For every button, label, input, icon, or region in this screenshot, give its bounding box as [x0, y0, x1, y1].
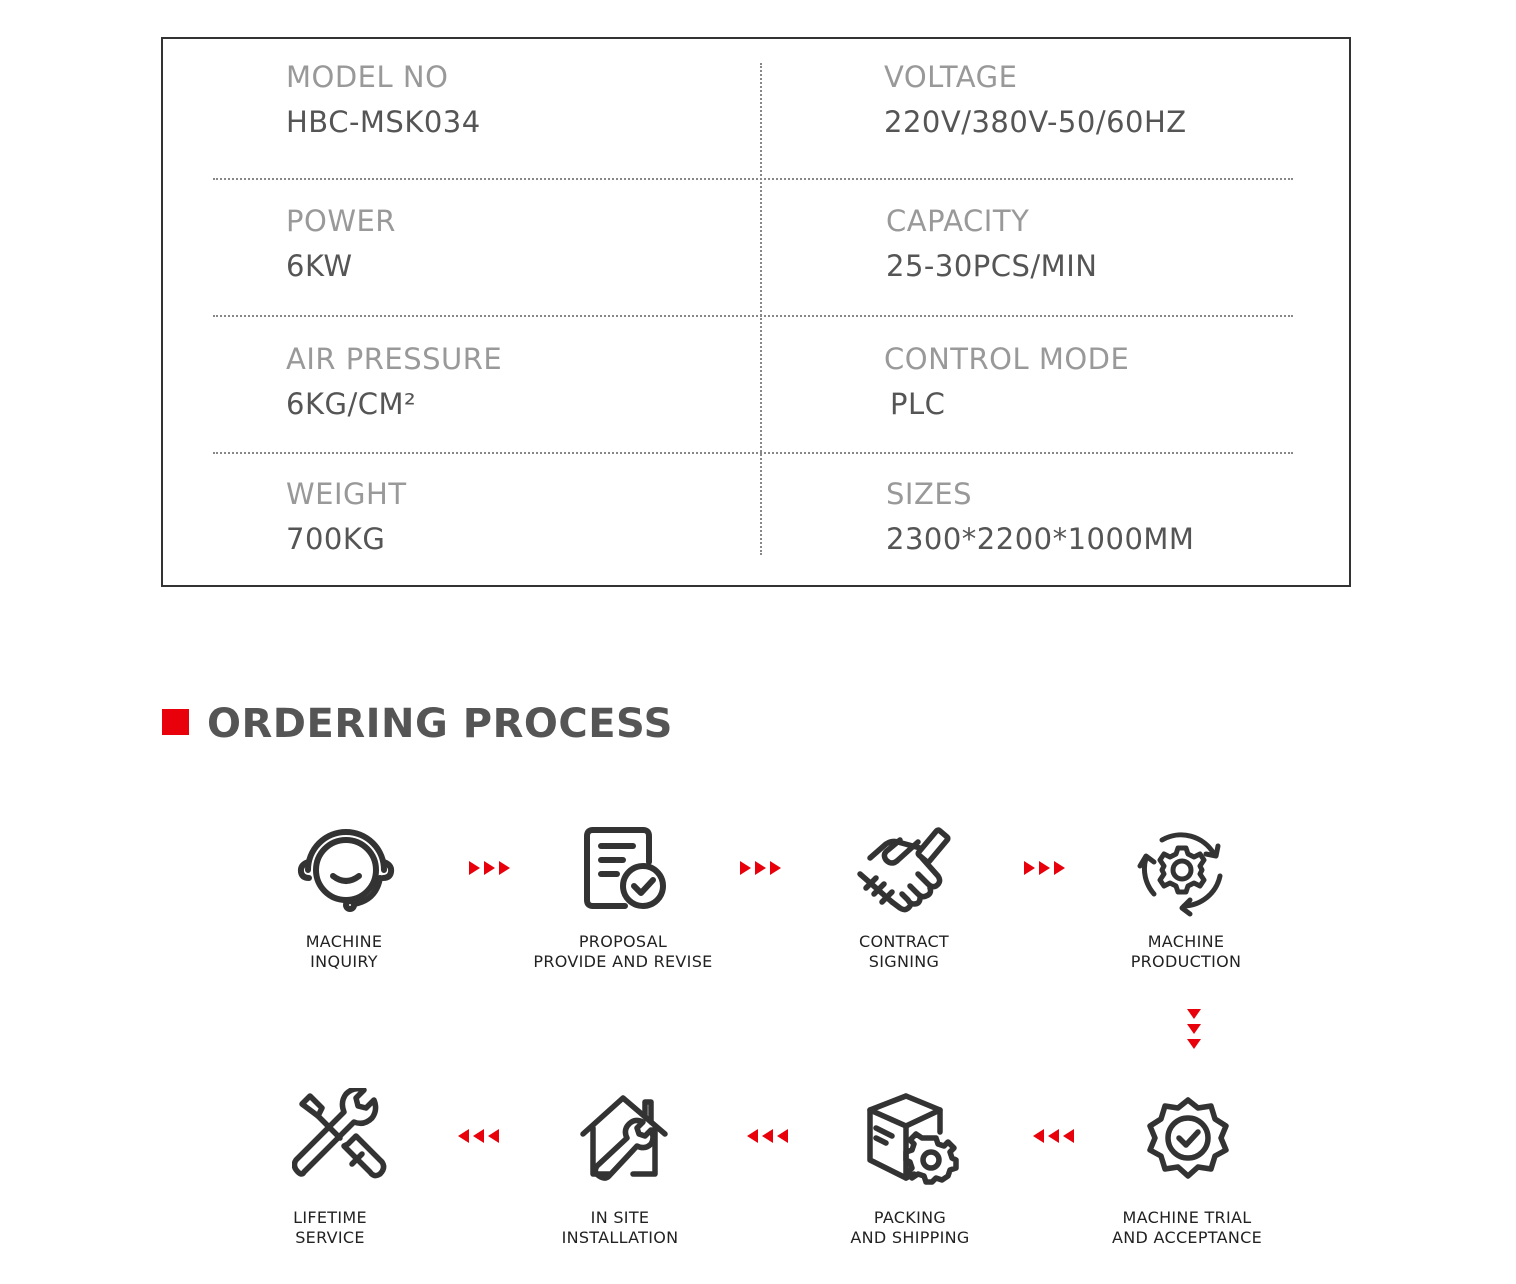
spec-control-mode: [884, 341, 1129, 422]
row-divider: [213, 315, 1293, 317]
document-check-icon: [577, 822, 677, 922]
spec-air-pressure: [286, 341, 502, 422]
spec-label: WEIGHT: [286, 477, 407, 511]
spec-power: [286, 203, 396, 284]
step-label-line: PRODUCTION: [1130, 952, 1242, 971]
spec-label: CAPACITY: [886, 204, 1030, 238]
spec-sizes: [886, 476, 1194, 557]
step-label: [774, 932, 1034, 972]
box-gear-icon: [862, 1088, 962, 1188]
red-square-icon: [162, 709, 189, 735]
column-divider: [760, 63, 762, 555]
spec-value: 220V/380V-50/60HZ: [884, 105, 1187, 139]
step-label-line: SERVICE: [295, 1228, 365, 1247]
step-label-line: AND SHIPPING: [850, 1228, 970, 1247]
spec-label: SIZES: [886, 477, 973, 511]
step-label-line: PROPOSAL: [578, 932, 668, 951]
spec-value: 700KG: [286, 522, 386, 556]
step-label-line: LIFETIME: [293, 1208, 367, 1227]
spec-value: 25-30PCS/MIN: [886, 249, 1098, 283]
gear-cycle-icon: [1132, 820, 1232, 920]
spec-value: 6KW: [286, 249, 353, 283]
step-label: [1057, 1208, 1317, 1248]
spec-label: MODEL NO: [286, 60, 449, 94]
arrow-left-icon: [1033, 1129, 1075, 1143]
spec-label: POWER: [286, 204, 396, 238]
step-label: [214, 932, 474, 972]
arrow-left-icon: [458, 1129, 500, 1143]
step-label: [1056, 932, 1316, 972]
step-label-line: PROVIDE AND REVISE: [533, 952, 713, 971]
arrow-right-icon: [469, 861, 511, 875]
step-label: [493, 932, 753, 972]
step-label: [490, 1208, 750, 1248]
house-wrench-icon: [575, 1088, 675, 1188]
step-label-line: PACKING: [873, 1208, 947, 1227]
step-label-line: MACHINE: [305, 932, 383, 951]
spec-value: 2300*2200*1000MM: [886, 522, 1195, 556]
spec-table: [161, 37, 1351, 587]
arrow-right-icon: [740, 861, 782, 875]
tools-icon: [292, 1088, 392, 1188]
row-divider: [213, 178, 1293, 180]
spec-label: VOLTAGE: [884, 60, 1018, 94]
spec-label: CONTROL MODE: [884, 342, 1130, 376]
headset-icon: [296, 820, 396, 920]
spec-voltage: [884, 59, 1187, 140]
arrow-right-icon: [1024, 861, 1066, 875]
section-title: ORDERING PROCESS: [207, 701, 673, 747]
step-label-line: INQUIRY: [310, 952, 378, 971]
row-divider: [213, 452, 1293, 454]
spec-value: HBC-MSK034: [286, 105, 481, 139]
step-label: [780, 1208, 1040, 1248]
handshake-icon: [852, 822, 952, 922]
spec-weight: [286, 476, 407, 557]
step-label-line: SIGNING: [868, 952, 940, 971]
arrow-down-icon: [1187, 1009, 1201, 1051]
badge-check-icon: [1138, 1086, 1238, 1186]
step-label-line: IN SITE: [590, 1208, 650, 1227]
step-label-line: CONTRACT: [859, 932, 949, 951]
step-label-line: INSTALLATION: [561, 1228, 679, 1247]
spec-label: AIR PRESSURE: [286, 342, 503, 376]
spec-value: PLC: [890, 387, 946, 421]
step-label-line: AND ACCEPTANCE: [1111, 1228, 1262, 1247]
spec-value: 6KG/CM²: [286, 387, 417, 421]
spec-model-no: [286, 59, 481, 140]
arrow-left-icon: [747, 1129, 789, 1143]
step-label-line: MACHINE TRIAL: [1122, 1208, 1252, 1227]
spec-capacity: [886, 203, 1097, 284]
step-label: [200, 1208, 460, 1248]
step-label-line: MACHINE: [1147, 932, 1225, 951]
